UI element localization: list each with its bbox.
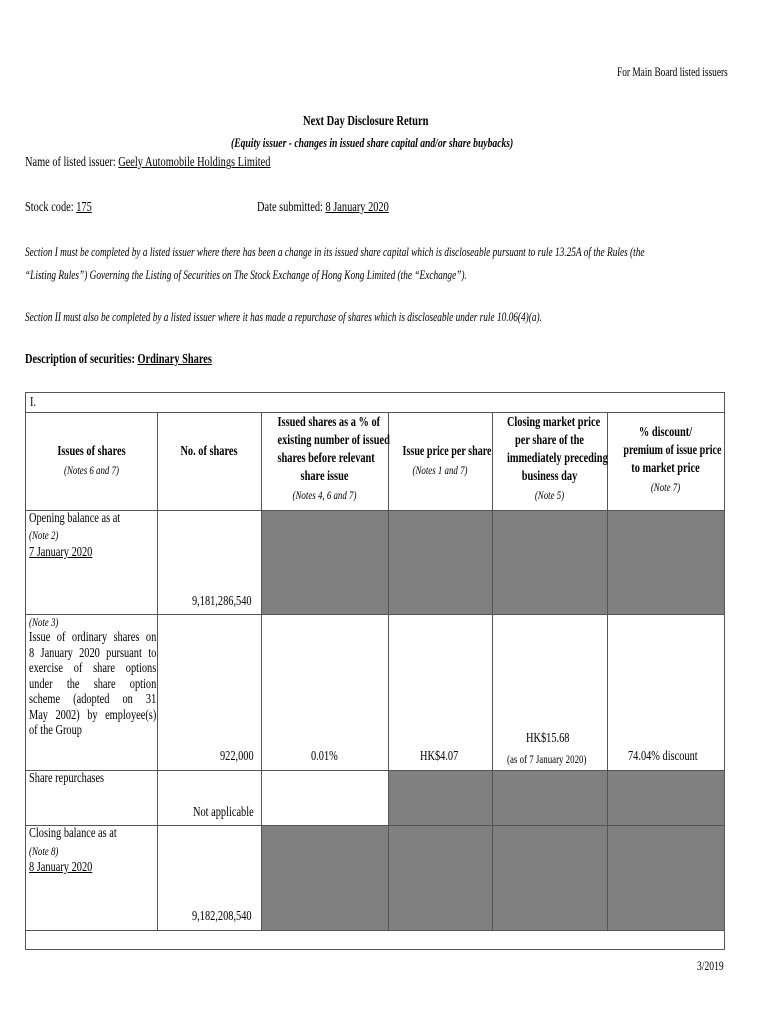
divider xyxy=(26,614,724,615)
header-pct-l4: share issue xyxy=(300,469,349,484)
repurchase-label: Share repurchases xyxy=(29,771,105,786)
issue-desc-line: exercise of share options xyxy=(29,661,157,676)
header-price-note: (Notes 1 and 7) xyxy=(412,463,468,477)
header-price xyxy=(388,443,492,479)
issue-desc-line: scheme (adopted on 31 xyxy=(29,692,157,707)
issue-close-price: HK$15.68 xyxy=(526,731,570,746)
issue-description xyxy=(29,630,156,739)
stock-code-row xyxy=(25,200,92,216)
divider xyxy=(26,510,724,511)
header-pct-l3: shares before relevant xyxy=(277,451,375,466)
header-pct-l2: existing number of issued xyxy=(277,433,390,448)
header-close-l2: per share of the xyxy=(515,433,584,448)
opening-date: 7 January 2020 xyxy=(29,545,93,560)
issue-pct: 0.01% xyxy=(311,749,338,764)
securities-value: Ordinary Shares xyxy=(137,352,212,367)
header-close-note: (Note 5) xyxy=(534,488,565,502)
header-issues-title: Issues of shares xyxy=(57,444,126,459)
opening-note: (Note 2) xyxy=(29,528,59,542)
issue-desc-line: Issue of ordinary shares on xyxy=(29,630,157,645)
date-submitted-row xyxy=(257,200,389,216)
closing-shares: 9,182,208,540 xyxy=(192,909,252,924)
issue-desc-line: 8 January 2020 pursuant to xyxy=(29,645,157,661)
header-close-l1: Closing market price xyxy=(506,415,601,430)
header-no-shares-title: No. of shares xyxy=(180,444,238,459)
stock-code-label: Stock code: xyxy=(25,200,74,215)
securities-row xyxy=(25,352,212,368)
stock-code-value: 175 xyxy=(76,200,92,215)
header-issues-note: (Notes 6 and 7) xyxy=(63,463,119,477)
opening-label: Opening balance as at xyxy=(29,511,121,526)
header-price-title: Issue price per share xyxy=(402,444,492,459)
header-closing-price xyxy=(492,414,607,504)
header-disc-l3: to market price xyxy=(631,461,700,476)
shade-repurchase xyxy=(388,770,724,825)
header-pct-l1: Issued shares as a % of xyxy=(277,415,381,430)
securities-label: Description of securities: xyxy=(25,352,135,367)
page-title: Next Day Disclosure Return xyxy=(303,114,429,129)
issue-price: HK$4.07 xyxy=(420,749,459,764)
opening-shares: 9,181,286,540 xyxy=(192,594,252,609)
page-subtitle: (Equity issuer - changes in issued share capital and/or share buybacks) xyxy=(231,135,514,150)
divider xyxy=(388,412,389,930)
divider xyxy=(26,412,724,413)
issue-discount: 74.04% discount xyxy=(628,749,698,764)
issuer-name-row xyxy=(25,155,270,171)
closing-date: 8 January 2020 xyxy=(29,860,93,875)
header-close-l4: business day xyxy=(521,469,578,484)
divider xyxy=(26,770,724,771)
divider xyxy=(26,930,724,931)
issue-close-date: (as of 7 January 2020) xyxy=(507,752,587,766)
section1-text-line2: “Listing Rules”) Governing the Listing of Securities on The Stock Exchange of Hong Kong Limited (the “Exchange”). xyxy=(25,267,467,282)
closing-label: Closing balance as at xyxy=(29,826,117,841)
closing-note: (Note 8) xyxy=(29,844,59,858)
header-pct-note: (Notes 4, 6 and 7) xyxy=(292,488,357,502)
divider xyxy=(157,412,158,930)
section1-text-line1: Section I must be completed by a listed issuer where there has been a change in its issued share capital which is discloseable pursuant to rule 13.25A of the Rules (the xyxy=(25,244,645,259)
date-submitted-value: 8 January 2020 xyxy=(325,200,389,215)
header-pct xyxy=(261,414,388,504)
share-capital-table xyxy=(25,392,725,950)
issue-desc-line: of the Group xyxy=(29,723,82,738)
header-disc-l1: % discount/ xyxy=(638,425,693,440)
divider xyxy=(26,825,724,826)
repurchase-shares: Not applicable xyxy=(193,805,254,820)
board-label: For Main Board listed issuers xyxy=(617,64,728,79)
issue-desc-line: under the share option xyxy=(29,676,157,692)
issuer-name-label: Name of listed issuer: xyxy=(25,155,116,170)
issue-note: (Note 3) xyxy=(29,615,59,629)
issue-desc-line: May 2002) by employee(s) xyxy=(29,707,157,723)
header-discount xyxy=(607,424,724,496)
issuer-name-value: Geely Automobile Holdings Limited xyxy=(118,155,271,170)
date-submitted-label: Date submitted: xyxy=(257,200,323,215)
section-label: I. xyxy=(30,395,37,410)
section2-text: Section II must also be completed by a listed issuer where it has made a repurchase of shares which is discloseable under rule 10.06(4)(a). xyxy=(25,309,542,324)
version-label: 3/2019 xyxy=(697,958,724,973)
header-close-l3: immediately preceding xyxy=(506,451,608,466)
header-disc-l2: premium of issue price xyxy=(623,443,722,458)
issue-shares: 922,000 xyxy=(220,749,254,764)
header-no-shares xyxy=(157,443,261,461)
header-issues xyxy=(26,443,157,479)
header-disc-note: (Note 7) xyxy=(650,480,681,494)
